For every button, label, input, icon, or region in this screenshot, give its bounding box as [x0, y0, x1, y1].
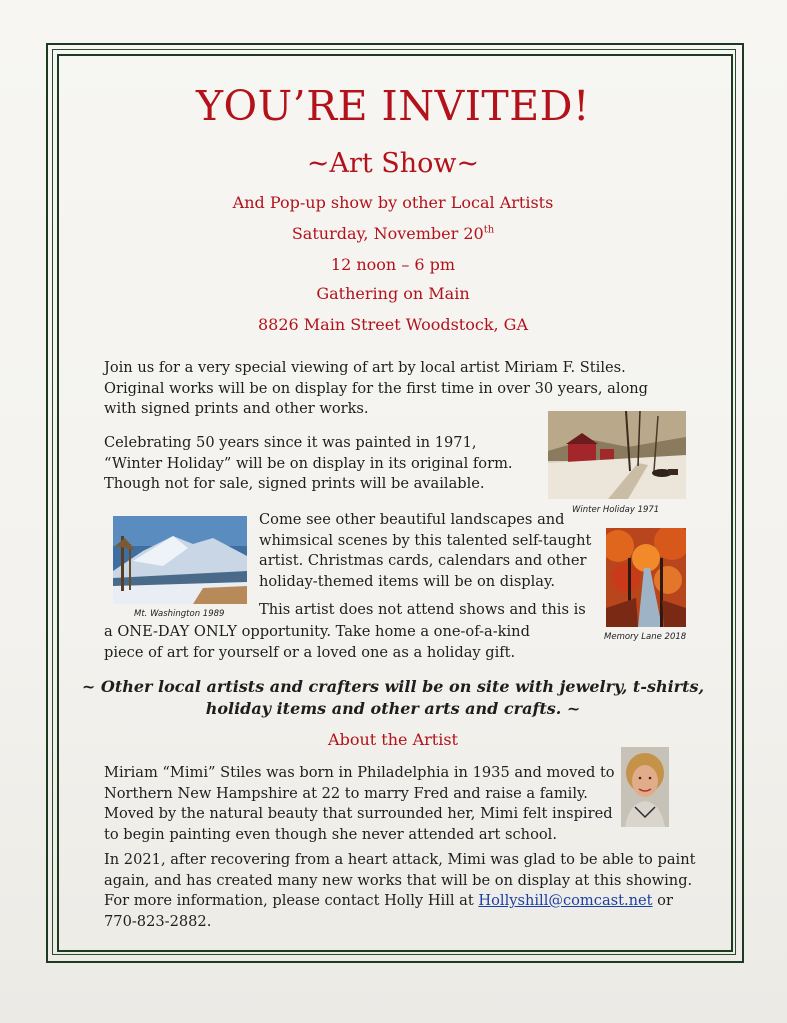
- intro-line: Original works will be on display for the first time in over 30 years, along: [104, 379, 649, 397]
- come-see-line: Come see other beautiful landscapes and: [259, 511, 565, 528]
- one-day-line: piece of art for yourself or a loved one as a holiday gift.: [104, 643, 516, 661]
- intro-line: with signed prints and other works.: [104, 400, 369, 417]
- recovery-line: again, and has created many new works that will be on display at this showing.: [104, 871, 693, 889]
- other-artists-line: holiday items and other arts and crafts. ~: [205, 699, 581, 718]
- bio-line: Northern New Hampshire at 22 to marry Fred and raise a family.: [104, 784, 588, 802]
- intro-line: Join us for a very special viewing of art by local artist Miriam F. Stiles.: [104, 359, 626, 376]
- bio-line: Moved by the natural beauty that surrounded her, Mimi felt inspired: [104, 805, 613, 822]
- winter-holiday-painting: [548, 411, 686, 499]
- mt-washington-painting: [113, 516, 247, 604]
- recovery-line: In 2021, after recovering from a heart attack, Mimi was glad to be able to paint: [104, 851, 696, 868]
- contact-line: [104, 891, 704, 912]
- winter-holiday-caption: Winter Holiday 1971: [572, 505, 660, 515]
- contact-suffix: or: [652, 892, 673, 909]
- about-artist-heading: About the Artist: [328, 730, 458, 749]
- come-see-paragraph: [259, 510, 599, 592]
- one-day-first-line: This artist does not attend shows and this is: [259, 601, 586, 618]
- event-venue: Gathering on Main: [316, 284, 470, 303]
- other-artists-line: ~ Other local artists and crafters will be on site with jewelry, t-shirts,: [81, 677, 705, 696]
- come-see-line: whimsical scenes by this talented self-taught: [259, 531, 592, 549]
- invitation-title: YOU’RE INVITED!: [195, 82, 591, 130]
- come-see-line: artist. Christmas cards, calendars and other: [259, 552, 587, 569]
- other-artists-note: [60, 676, 726, 720]
- celebrating-line: Though not for sale, signed prints will be available.: [104, 475, 485, 492]
- recovery-paragraph: [104, 850, 704, 932]
- memory-lane-caption: Memory Lane 2018: [604, 632, 687, 642]
- event-date-main: Saturday, November 20: [291, 224, 484, 243]
- celebrating-line: “Winter Holiday” will be on display in its original form.: [104, 454, 513, 472]
- bio-line: Miriam “Mimi” Stiles was born in Philadelphia in 1935 and moved to: [104, 764, 615, 781]
- event-subtitle: ~Art Show~: [306, 148, 480, 179]
- event-date-suffix: th: [483, 224, 495, 236]
- come-see-line: holiday-themed items will be on display.: [259, 572, 555, 590]
- celebrating-line: Celebrating 50 years since it was painted in 1971,: [104, 434, 477, 451]
- memory-lane-painting: [606, 528, 686, 627]
- popup-line: And Pop-up show by other Local Artists: [232, 193, 554, 212]
- event-time: 12 noon – 6 pm: [330, 255, 456, 274]
- event-date: [60, 224, 726, 243]
- contact-prefix: For more information, please contact Holly Hill at: [104, 892, 479, 909]
- contact-phone: 770-823-2882.: [104, 912, 212, 930]
- contact-email-link[interactable]: Hollyshill@comcast.net: [478, 892, 653, 909]
- one-day-line: a ONE-DAY ONLY opportunity. Take home a one-of-a-kind: [104, 623, 530, 640]
- bio-line: to begin painting even though she never attended art school.: [104, 825, 557, 843]
- one-day-paragraph: [104, 622, 604, 663]
- artist-portrait-photo: [621, 747, 669, 827]
- event-address: 8826 Main Street Woodstock, GA: [257, 315, 529, 334]
- celebrating-paragraph: [104, 433, 544, 495]
- mt-washington-caption: Mt. Washington 1989: [134, 609, 225, 619]
- artist-bio-paragraph: [104, 763, 624, 845]
